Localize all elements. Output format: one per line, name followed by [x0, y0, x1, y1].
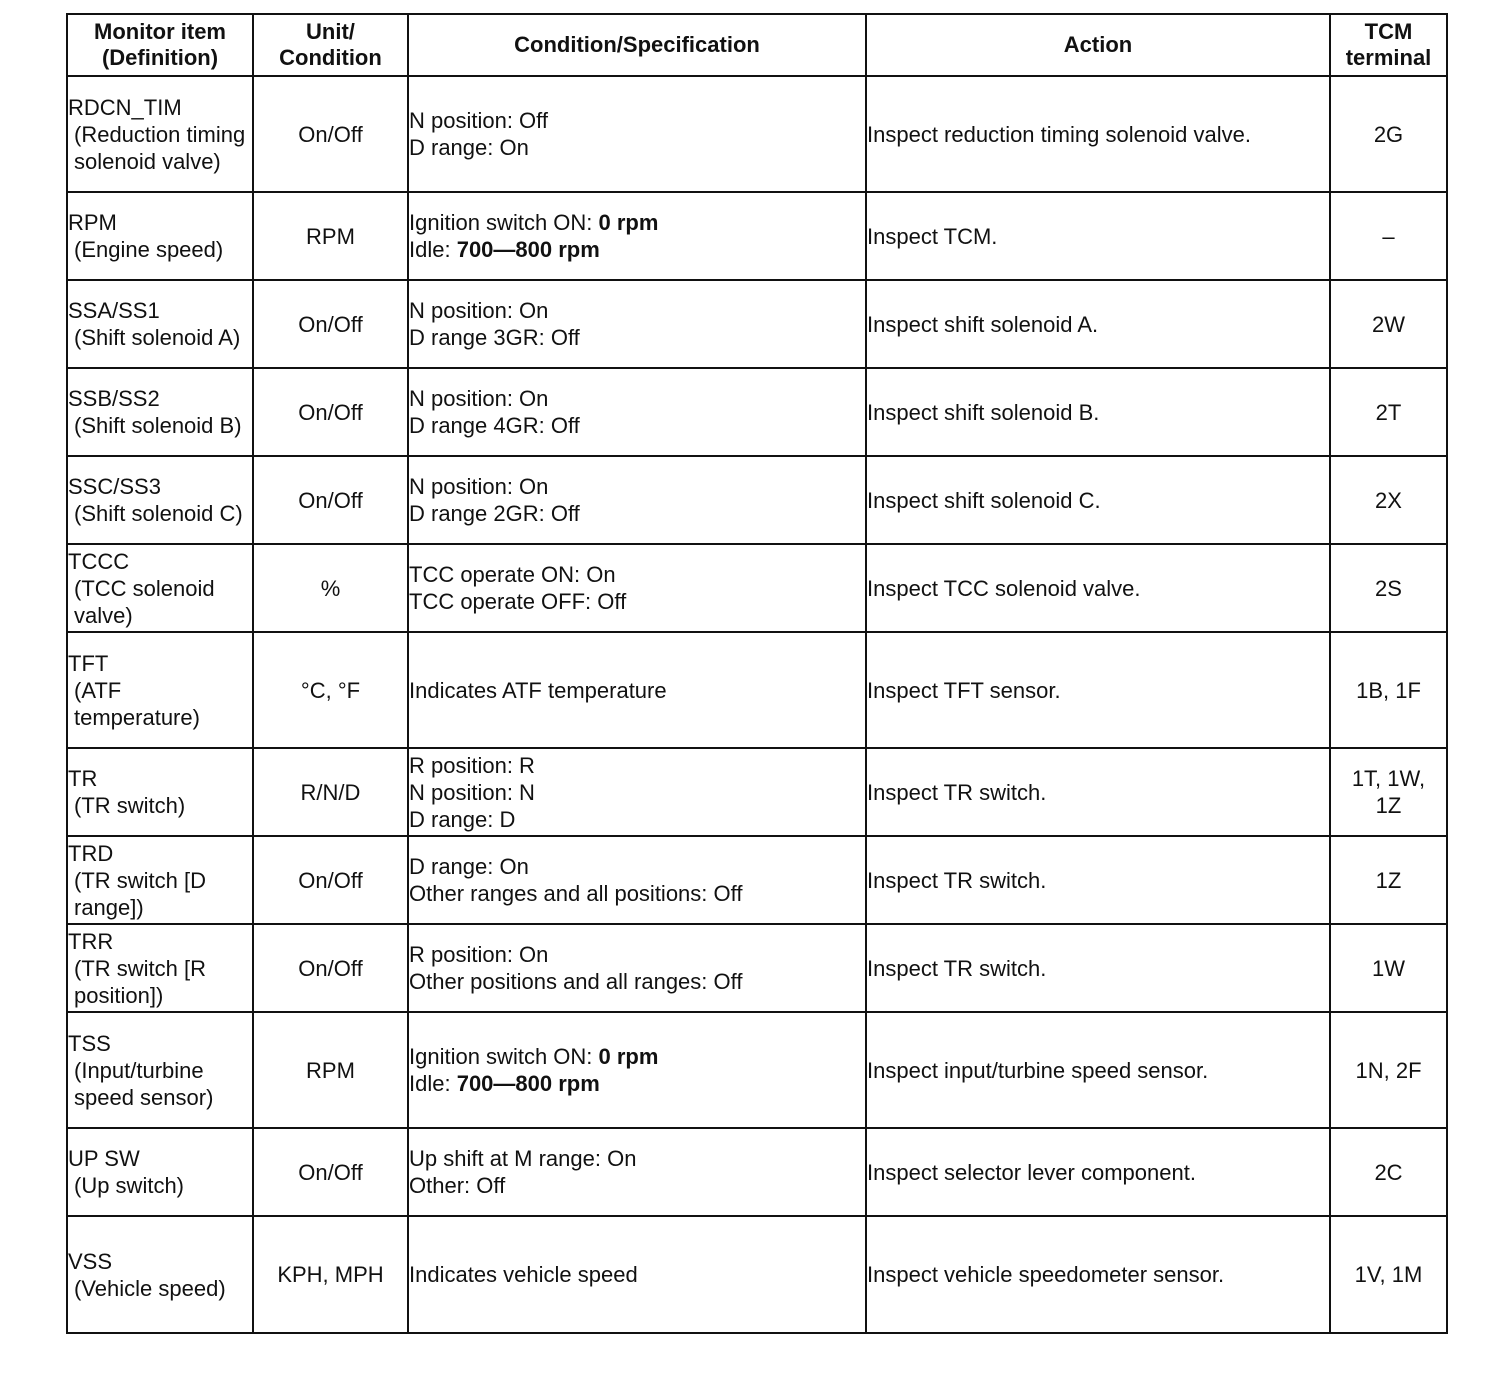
table-row	[67, 1216, 1447, 1333]
action-cell: Inspect reduction timing solenoid valve.	[866, 76, 1330, 192]
unit-cell: On/Off	[253, 924, 408, 1012]
action-cell: Inspect selector lever component.	[866, 1128, 1330, 1216]
condition-cell: N position: On D range 4GR: Off	[408, 368, 866, 456]
monitor-item-cell: SSA/SS1 (Shift solenoid A)	[67, 280, 253, 368]
terminal-cell: –	[1330, 192, 1447, 280]
action-cell: Inspect TCM.	[866, 192, 1330, 280]
unit-cell: RPM	[253, 192, 408, 280]
unit-cell: On/Off	[253, 76, 408, 192]
monitor-item-spec-sheet	[66, 13, 1446, 1334]
unit-cell: On/Off	[253, 456, 408, 544]
terminal-cell: 1Z	[1330, 836, 1447, 924]
action-cell: Inspect TR switch.	[866, 748, 1330, 836]
monitor-item-cell: TRR (TR switch [R position])	[67, 924, 253, 1012]
terminal-cell: 2X	[1330, 456, 1447, 544]
header-action: Action	[866, 14, 1330, 76]
action-cell: Inspect TR switch.	[866, 924, 1330, 1012]
action-cell: Inspect TR switch.	[866, 836, 1330, 924]
monitor-item-cell: TRD (TR switch [D range])	[67, 836, 253, 924]
unit-cell: On/Off	[253, 368, 408, 456]
monitor-item-cell: RPM (Engine speed)	[67, 192, 253, 280]
condition-cell: N position: On D range 2GR: Off	[408, 456, 866, 544]
monitor-item-cell: SSB/SS2 (Shift solenoid B)	[67, 368, 253, 456]
table-row	[67, 544, 1447, 632]
monitor-item-cell: VSS (Vehicle speed)	[67, 1216, 253, 1333]
condition-cell: D range: On Other ranges and all positions: Off	[408, 836, 866, 924]
action-cell: Inspect TCC solenoid valve.	[866, 544, 1330, 632]
table-row	[67, 456, 1447, 544]
terminal-cell: 1V, 1M	[1330, 1216, 1447, 1333]
condition-cell: R position: R N position: N D range: D	[408, 748, 866, 836]
terminal-cell: 1W	[1330, 924, 1447, 1012]
action-cell: Inspect shift solenoid B.	[866, 368, 1330, 456]
terminal-cell: 2S	[1330, 544, 1447, 632]
terminal-cell: 2C	[1330, 1128, 1447, 1216]
monitor-item-cell: UP SW (Up switch)	[67, 1128, 253, 1216]
table-row	[67, 368, 1447, 456]
monitor-item-cell: SSC/SS3 (Shift solenoid C)	[67, 456, 253, 544]
table-row	[67, 192, 1447, 280]
unit-cell: On/Off	[253, 280, 408, 368]
condition-cell: Indicates ATF temperature	[408, 632, 866, 748]
condition-cell: R position: On Other positions and all ranges: Off	[408, 924, 866, 1012]
condition-cell: Ignition switch ON: 0 rpm Idle: 700—800 rpm	[408, 1012, 866, 1128]
monitor-item-cell: TCCC (TCC solenoid valve)	[67, 544, 253, 632]
table-row	[67, 1012, 1447, 1128]
unit-cell: %	[253, 544, 408, 632]
condition-cell: Up shift at M range: On Other: Off	[408, 1128, 866, 1216]
monitor-item-cell: TFT (ATF temperature)	[67, 632, 253, 748]
table-row	[67, 280, 1447, 368]
action-cell: Inspect vehicle speedometer sensor.	[866, 1216, 1330, 1333]
action-cell: Inspect shift solenoid C.	[866, 456, 1330, 544]
condition-cell: TCC operate ON: On TCC operate OFF: Off	[408, 544, 866, 632]
header-tcm-terminal: TCM terminal	[1330, 14, 1447, 76]
unit-cell: RPM	[253, 1012, 408, 1128]
action-cell: Inspect input/turbine speed sensor.	[866, 1012, 1330, 1128]
header-unit-condition: Unit/ Condition	[253, 14, 408, 76]
terminal-cell: 2W	[1330, 280, 1447, 368]
monitor-item-cell: TR (TR switch)	[67, 748, 253, 836]
table-row	[67, 924, 1447, 1012]
header-condition-specification: Condition/Specification	[408, 14, 866, 76]
condition-cell: Indicates vehicle speed	[408, 1216, 866, 1333]
table-header-row	[67, 14, 1447, 76]
terminal-cell: 2G	[1330, 76, 1447, 192]
table-row	[67, 76, 1447, 192]
terminal-cell: 2T	[1330, 368, 1447, 456]
terminal-cell: 1B, 1F	[1330, 632, 1447, 748]
unit-cell: R/N/D	[253, 748, 408, 836]
condition-cell: Ignition switch ON: 0 rpm Idle: 700—800 rpm	[408, 192, 866, 280]
action-cell: Inspect TFT sensor.	[866, 632, 1330, 748]
unit-cell: On/Off	[253, 1128, 408, 1216]
monitor-item-cell: RDCN_TIM (Reduction timing solenoid valve)	[67, 76, 253, 192]
terminal-cell: 1T, 1W, 1Z	[1330, 748, 1447, 836]
table-row	[67, 632, 1447, 748]
condition-cell: N position: Off D range: On	[408, 76, 866, 192]
table-row	[67, 1128, 1447, 1216]
monitor-item-cell: TSS (Input/turbine speed sensor)	[67, 1012, 253, 1128]
table-row	[67, 836, 1447, 924]
terminal-cell: 1N, 2F	[1330, 1012, 1447, 1128]
unit-cell: On/Off	[253, 836, 408, 924]
unit-cell: °C, °F	[253, 632, 408, 748]
action-cell: Inspect shift solenoid A.	[866, 280, 1330, 368]
monitor-item-table	[66, 13, 1448, 1334]
unit-cell: KPH, MPH	[253, 1216, 408, 1333]
header-monitor-item: Monitor item (Definition)	[67, 14, 253, 76]
table-row	[67, 748, 1447, 836]
condition-cell: N position: On D range 3GR: Off	[408, 280, 866, 368]
